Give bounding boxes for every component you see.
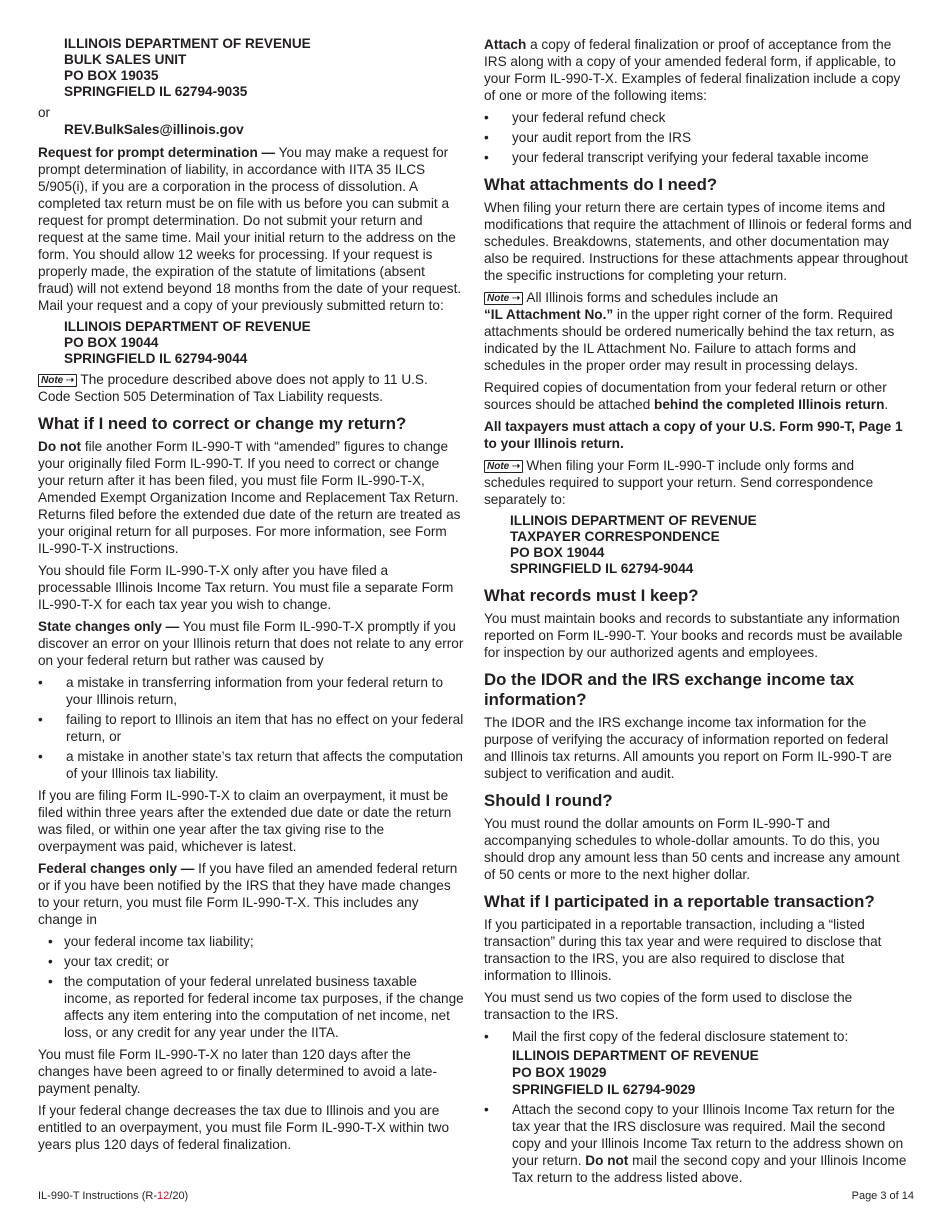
paragraph-records: You must maintain books and records to substantiate any information reported on Form IL-990-T. Your books and records must be available for inspection by our authorized agents and employees. xyxy=(484,611,903,660)
list-item: • a mistake in transferring information from your federal return to your Illinois return, xyxy=(38,674,464,708)
list-item: • a mistake in another state’s tax return that affects the computation of your Illinois tax liability. xyxy=(38,748,464,782)
list-item: • your audit report from the IRS xyxy=(484,129,914,146)
list-item: • your federal income tax liability; xyxy=(38,933,464,950)
list-item: • Attach the second copy to your Illinois Income Tax return for the tax year that the IRS disclosure was required. Mail the second copy and your Illinois Income Tax return to the address shown on your return. Do not mail the second copy and your Illinois Income Tax return to the address listed above. xyxy=(484,1101,914,1186)
disclosure-address: ILLINOIS DEPARTMENT OF REVENUE PO BOX 19029 SPRINGFIELD IL 62794-9029 xyxy=(512,1048,759,1097)
note-icon: Note ⇢ xyxy=(484,292,523,305)
paragraph-idor-irs: The IDOR and the IRS exchange income tax information for the purpose of verifying the accuracy of information reported on federal and Illinois tax returns. All amounts you report on Form IL-990-T are subject to verification and audit. xyxy=(484,715,892,781)
list-item: • Mail the first copy of the federal disclosure statement to: ILLINOIS DEPARTMENT OF REVENUE PO BOX 19029 SPRINGFIELD IL 62794-9029 xyxy=(484,1028,914,1098)
paragraph-decrease-tax: If your federal change decreases the tax due to Illinois and you are entitled to an overpayment, you must file Form IL-990-T-X within two years plus 120 days of federal finalization. xyxy=(38,1103,450,1152)
list-item: • your federal refund check xyxy=(484,109,914,126)
state-changes-list xyxy=(38,674,464,782)
page-number: Page 3 of 14 xyxy=(851,1190,914,1202)
note-icon: Note ⇢ xyxy=(38,374,77,387)
form-id-footer: IL-990-T Instructions (R-12/20) xyxy=(38,1190,189,1202)
paragraph-attachments: When filing your return there are certain types of income items and modifications that require the attachment of Illinois or federal forms and schedules. Breakdowns, statements, and other documentation may also be required. Instructions for these attachments appear throughout the specific instructions for completing your return. xyxy=(484,200,912,283)
heading-correct-return: What if I need to correct or change my return? xyxy=(38,414,407,433)
paragraph-state-changes: State changes only — You must file Form IL-990-T-X promptly if you discover an error on your Illinois return that does not relate to any error on your federal return but rather was caused by xyxy=(38,619,464,668)
note-section-505: Note ⇢ The procedure described above does not apply to 11 U.S. Code Section 505 Determination of Tax Liability requests. xyxy=(38,371,464,405)
list-item: • your federal transcript verifying your federal taxable income xyxy=(484,149,914,166)
left-column xyxy=(38,36,464,1158)
heading-records: What records must I keep? xyxy=(484,586,699,605)
finalization-list xyxy=(484,109,914,166)
bulk-sales-email: REV.BulkSales@illinois.gov xyxy=(64,122,244,137)
note-correspondence: Note ⇢ When filing your Form IL-990-T include only forms and schedules required to support your return. Send correspondence separately to: xyxy=(484,457,914,508)
federal-changes-list xyxy=(38,933,464,1041)
right-column xyxy=(484,36,914,1191)
prompt-determination-address: ILLINOIS DEPARTMENT OF REVENUE PO BOX 19044 SPRINGFIELD IL 62794-9044 xyxy=(64,319,311,366)
note-attachment-number: Note ⇢ All Illinois forms and schedules include an “IL Attachment No.” in the upper right corner of the form. Required attachments should be ordered numerically behind the tax return, as indicated by the IL Attachment No. Failure to attach forms and schedules in the proper order may result in processing delays. xyxy=(484,289,914,374)
paragraph-round: You must round the dollar amounts on Form IL-990-T and accompanying schedules to whole-dollar amounts. To do this, you should drop any amount less than 50 cents and increase any amount of 50 cents or more to the next higher dollar. xyxy=(484,816,900,882)
paragraph-120-days: You must file Form IL-990-T-X no later than 120 days after the changes have been agreed to or finally determined to avoid a late-payment penalty. xyxy=(38,1047,438,1096)
paragraph-federal-changes: Federal changes only — If you have filed an amended federal return or if you have been notified by the IRS that they have made changes to your return, you must file Form IL-990-T-X. This includes any change in xyxy=(38,861,458,927)
list-item: • the computation of your federal unrelated business taxable income, as reported for federal income tax purposes, if the change affects any item entering into the computation of net income, net loss, or any credit for any year under the IITA. xyxy=(38,973,464,1041)
paragraph-attach-finalization: Attach a copy of federal finalization or proof of acceptance from the IRS along with a copy of your amended federal form, if applicable, to your Form IL-990-T-X. Examples of federal finalization include a copy of one or more of the following items: xyxy=(484,37,901,103)
correspondence-address: ILLINOIS DEPARTMENT OF REVENUE TAXPAYER CORRESPONDENCE PO BOX 19044 SPRINGFIELD IL 62794-9044 xyxy=(510,513,757,576)
paragraph-reportable-1: If you participated in a reportable transaction, including a “listed transaction” during this tax year and were required to disclose that transaction to the IRS, you are also required to disclose that information to Illinois. xyxy=(484,917,882,983)
or-text: or xyxy=(38,105,51,120)
heading-round: Should I round? xyxy=(484,791,613,810)
paragraph-file-only-after: You should file Form IL-990-T-X only after you have filed a processable Illinois Income Tax return. You must file a separate Form IL-990-T-X for each tax year you wish to change. xyxy=(38,563,454,612)
heading-attachments: What attachments do I need? xyxy=(484,175,718,194)
disclosure-list xyxy=(484,1028,914,1186)
paragraph-required-copies: Required copies of documentation from your federal return or other sources should be attached behind the completed Illinois return. xyxy=(484,380,889,412)
paragraph-do-not-file: Do not file another Form IL-990-T with “amended” figures to change your originally filed Form IL-990-T. If you need to correct or change your return after it has been filed, you must file Form IL-990-T-X, Amended Exempt Organization Income and Replacement Tax Return. Returns filed before the extended due date of the return are treated as your original return for all purposes. For more information, see Form IL-990-T-X instructions. xyxy=(38,439,461,556)
heading-reportable-transaction: What if I participated in a reportable transaction? xyxy=(484,892,875,911)
prompt-determination-paragraph: Request for prompt determination — You may make a request for prompt determination of liability, in accordance with IITA 35 ILCS 5/905(i), if you are a corporation in the process of dissolution. A completed tax return must be on file with us before you can submit a request for prompt determination. Do not submit your return and request at the same time. Mail your initial return to the address on the form. You should allow 12 weeks for processing. If your request is properly made, the expiration of the statute of limitations (absent fraud) will not extend beyond 18 months from the date of your request. Mail your request and a copy of your previously submitted return to: xyxy=(38,145,462,313)
list-item: • your tax credit; or xyxy=(38,953,464,970)
heading-idor-irs: Do the IDOR and the IRS exchange income tax information? xyxy=(484,670,855,709)
list-item: • failing to report to Illinois an item that has no effect on your federal return, or xyxy=(38,711,464,745)
paragraph-all-taxpayers: All taxpayers must attach a copy of your U.S. Form 990-T, Page 1 to your Illinois return. xyxy=(484,419,903,451)
note-icon: Note ⇢ xyxy=(484,460,523,473)
bulk-sales-address: ILLINOIS DEPARTMENT OF REVENUE BULK SALES UNIT PO BOX 19035 SPRINGFIELD IL 62794-9035 xyxy=(64,36,311,99)
paragraph-overpayment: If you are filing Form IL-990-T-X to claim an overpayment, it must be filed within three years after the extended due date or date the return was filed, or within one year after the tax giving rise to the overpayment was paid, whichever is latest. xyxy=(38,788,452,854)
paragraph-reportable-2: You must send us two copies of the form used to disclose the transaction to the IRS. xyxy=(484,990,853,1022)
